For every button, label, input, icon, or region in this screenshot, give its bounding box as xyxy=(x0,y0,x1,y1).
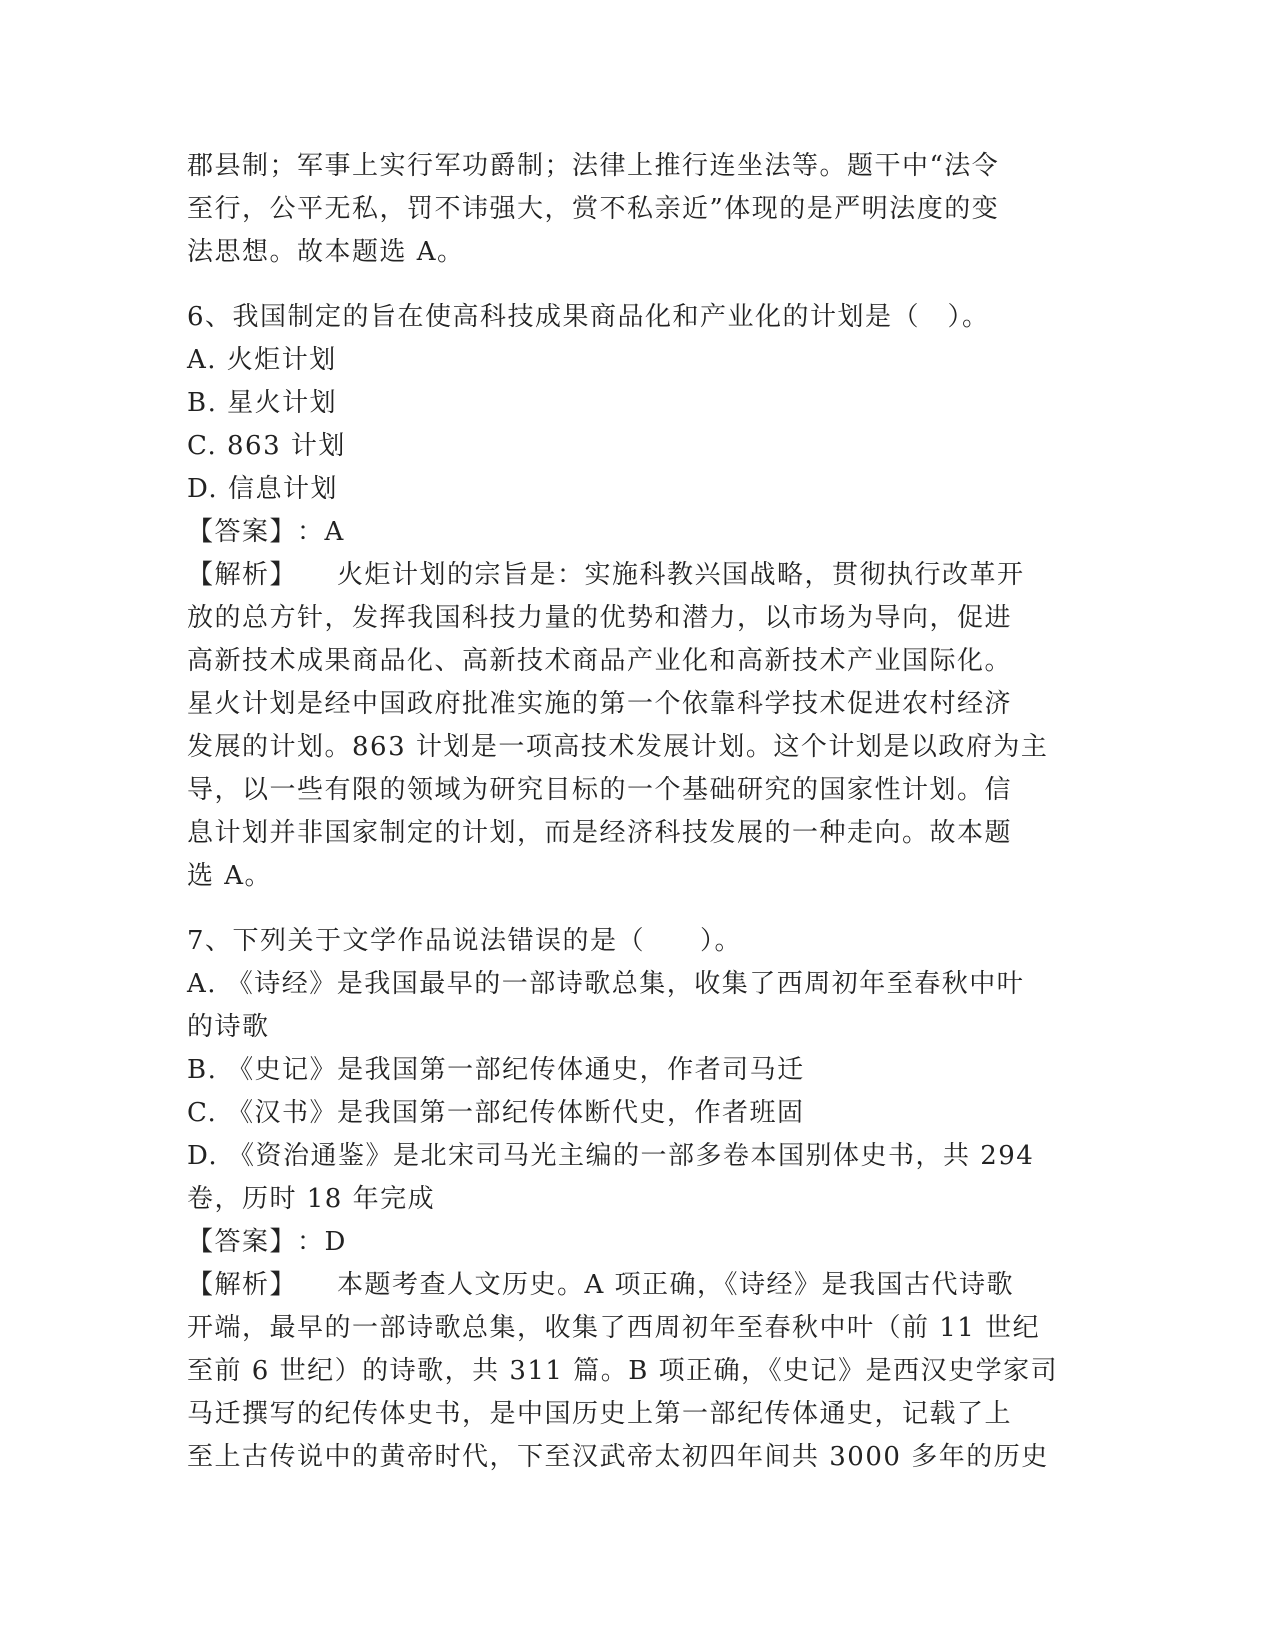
question-7-option-line: 卷，历时 18 年完成 xyxy=(187,1184,436,1214)
question-6-option-d: D. 信息计划 xyxy=(187,474,338,504)
question-6-answer xyxy=(187,511,1077,554)
question-6-option-c: C. 863 计划 xyxy=(187,431,346,461)
document-page xyxy=(187,145,1077,1479)
question-6-analysis-line: 选 A。 xyxy=(187,861,273,891)
intro-line: 法思想。故本题选 A。 xyxy=(187,237,465,267)
question-7-analysis-line xyxy=(187,1264,1077,1307)
analysis-text: 火炬计划的宗旨是：实施科教兴国战略，贯彻执行改革开 xyxy=(337,560,1025,590)
intro-line: 郡县制；军事上实行军功爵制；法律上推行连坐法等。题干中“法令 xyxy=(187,151,1000,181)
question-7 xyxy=(187,920,1077,1479)
question-6-analysis-line: 发展的计划。863 计划是一项高技术发展计划。这个计划是以政府为主 xyxy=(187,732,1049,762)
question-6-analysis-line: 导，以一些有限的领域为研究目标的一个基础研究的国家性计划。信 xyxy=(187,775,1013,805)
answer-value: ：A xyxy=(297,517,345,547)
question-7-analysis-line: 开端，最早的一部诗歌总集，收集了西周初年至春秋中叶（前 11 世纪 xyxy=(187,1313,1041,1343)
section-gap xyxy=(187,274,1077,296)
question-6-text: 6、我国制定的旨在使高科技成果商品化和产业化的计划是（ ）。 xyxy=(187,302,990,332)
analysis-label: 【解析】 xyxy=(187,560,298,590)
question-7-option-line: C. 《汉书》是我国第一部纪传体断代史，作者班固 xyxy=(187,1098,805,1128)
question-7-answer xyxy=(187,1221,1077,1264)
question-6-analysis-line xyxy=(187,554,1077,597)
question-6-option-a: A. 火炬计划 xyxy=(187,345,337,375)
question-6-analysis-line: 高新技术成果商品化、高新技术商品产业化和高新技术产业国际化。 xyxy=(187,646,1013,676)
question-7-option-line: A. 《诗经》是我国最早的一部诗歌总集，收集了西周初年至春秋中叶 xyxy=(187,969,1025,999)
answer-value: ：D xyxy=(297,1227,347,1257)
answer-label: 【答案】 xyxy=(187,1227,298,1257)
intro-paragraph xyxy=(187,145,1077,274)
question-6-analysis-line: 星火计划是经中国政府批准实施的第一个依靠科学技术促进农村经济 xyxy=(187,689,1013,719)
answer-label: 【答案】 xyxy=(187,517,298,547)
question-7-option-line: 的诗歌 xyxy=(187,1012,270,1042)
question-6 xyxy=(187,296,1077,898)
question-7-analysis-line: 马迁撰写的纪传体史书，是中国历史上第一部纪传体通史，记载了上 xyxy=(187,1399,1013,1429)
section-gap xyxy=(187,898,1077,920)
question-7-option-line: D. 《资治通鉴》是北宋司马光主编的一部多卷本国别体史书，共 294 xyxy=(187,1141,1035,1171)
question-7-option-line: B. 《史记》是我国第一部纪传体通史，作者司马迁 xyxy=(187,1055,805,1085)
question-6-analysis-line: 息计划并非国家制定的计划，而是经济科技发展的一种走向。故本题 xyxy=(187,818,1013,848)
question-7-analysis-line: 至上古传说中的黄帝时代，下至汉武帝太初四年间共 3000 多年的历史 xyxy=(187,1442,1049,1472)
question-6-option-b: B. 星火计划 xyxy=(187,388,338,418)
question-6-analysis-line: 放的总方针，发挥我国科技力量的优势和潜力，以市场为导向，促进 xyxy=(187,603,1013,633)
question-7-text: 7、下列关于文学作品说法错误的是（ ）。 xyxy=(187,926,743,956)
analysis-text: 本题考查人文历史。A 项正确，《诗经》是我国古代诗歌 xyxy=(337,1270,1015,1300)
analysis-label: 【解析】 xyxy=(187,1270,298,1300)
intro-line: 至行，公平无私，罚不讳强大，赏不私亲近”体现的是严明法度的变 xyxy=(187,194,1000,224)
question-7-analysis-line: 至前 6 世纪）的诗歌，共 311 篇。B 项正确，《史记》是西汉史学家司 xyxy=(187,1356,1059,1386)
